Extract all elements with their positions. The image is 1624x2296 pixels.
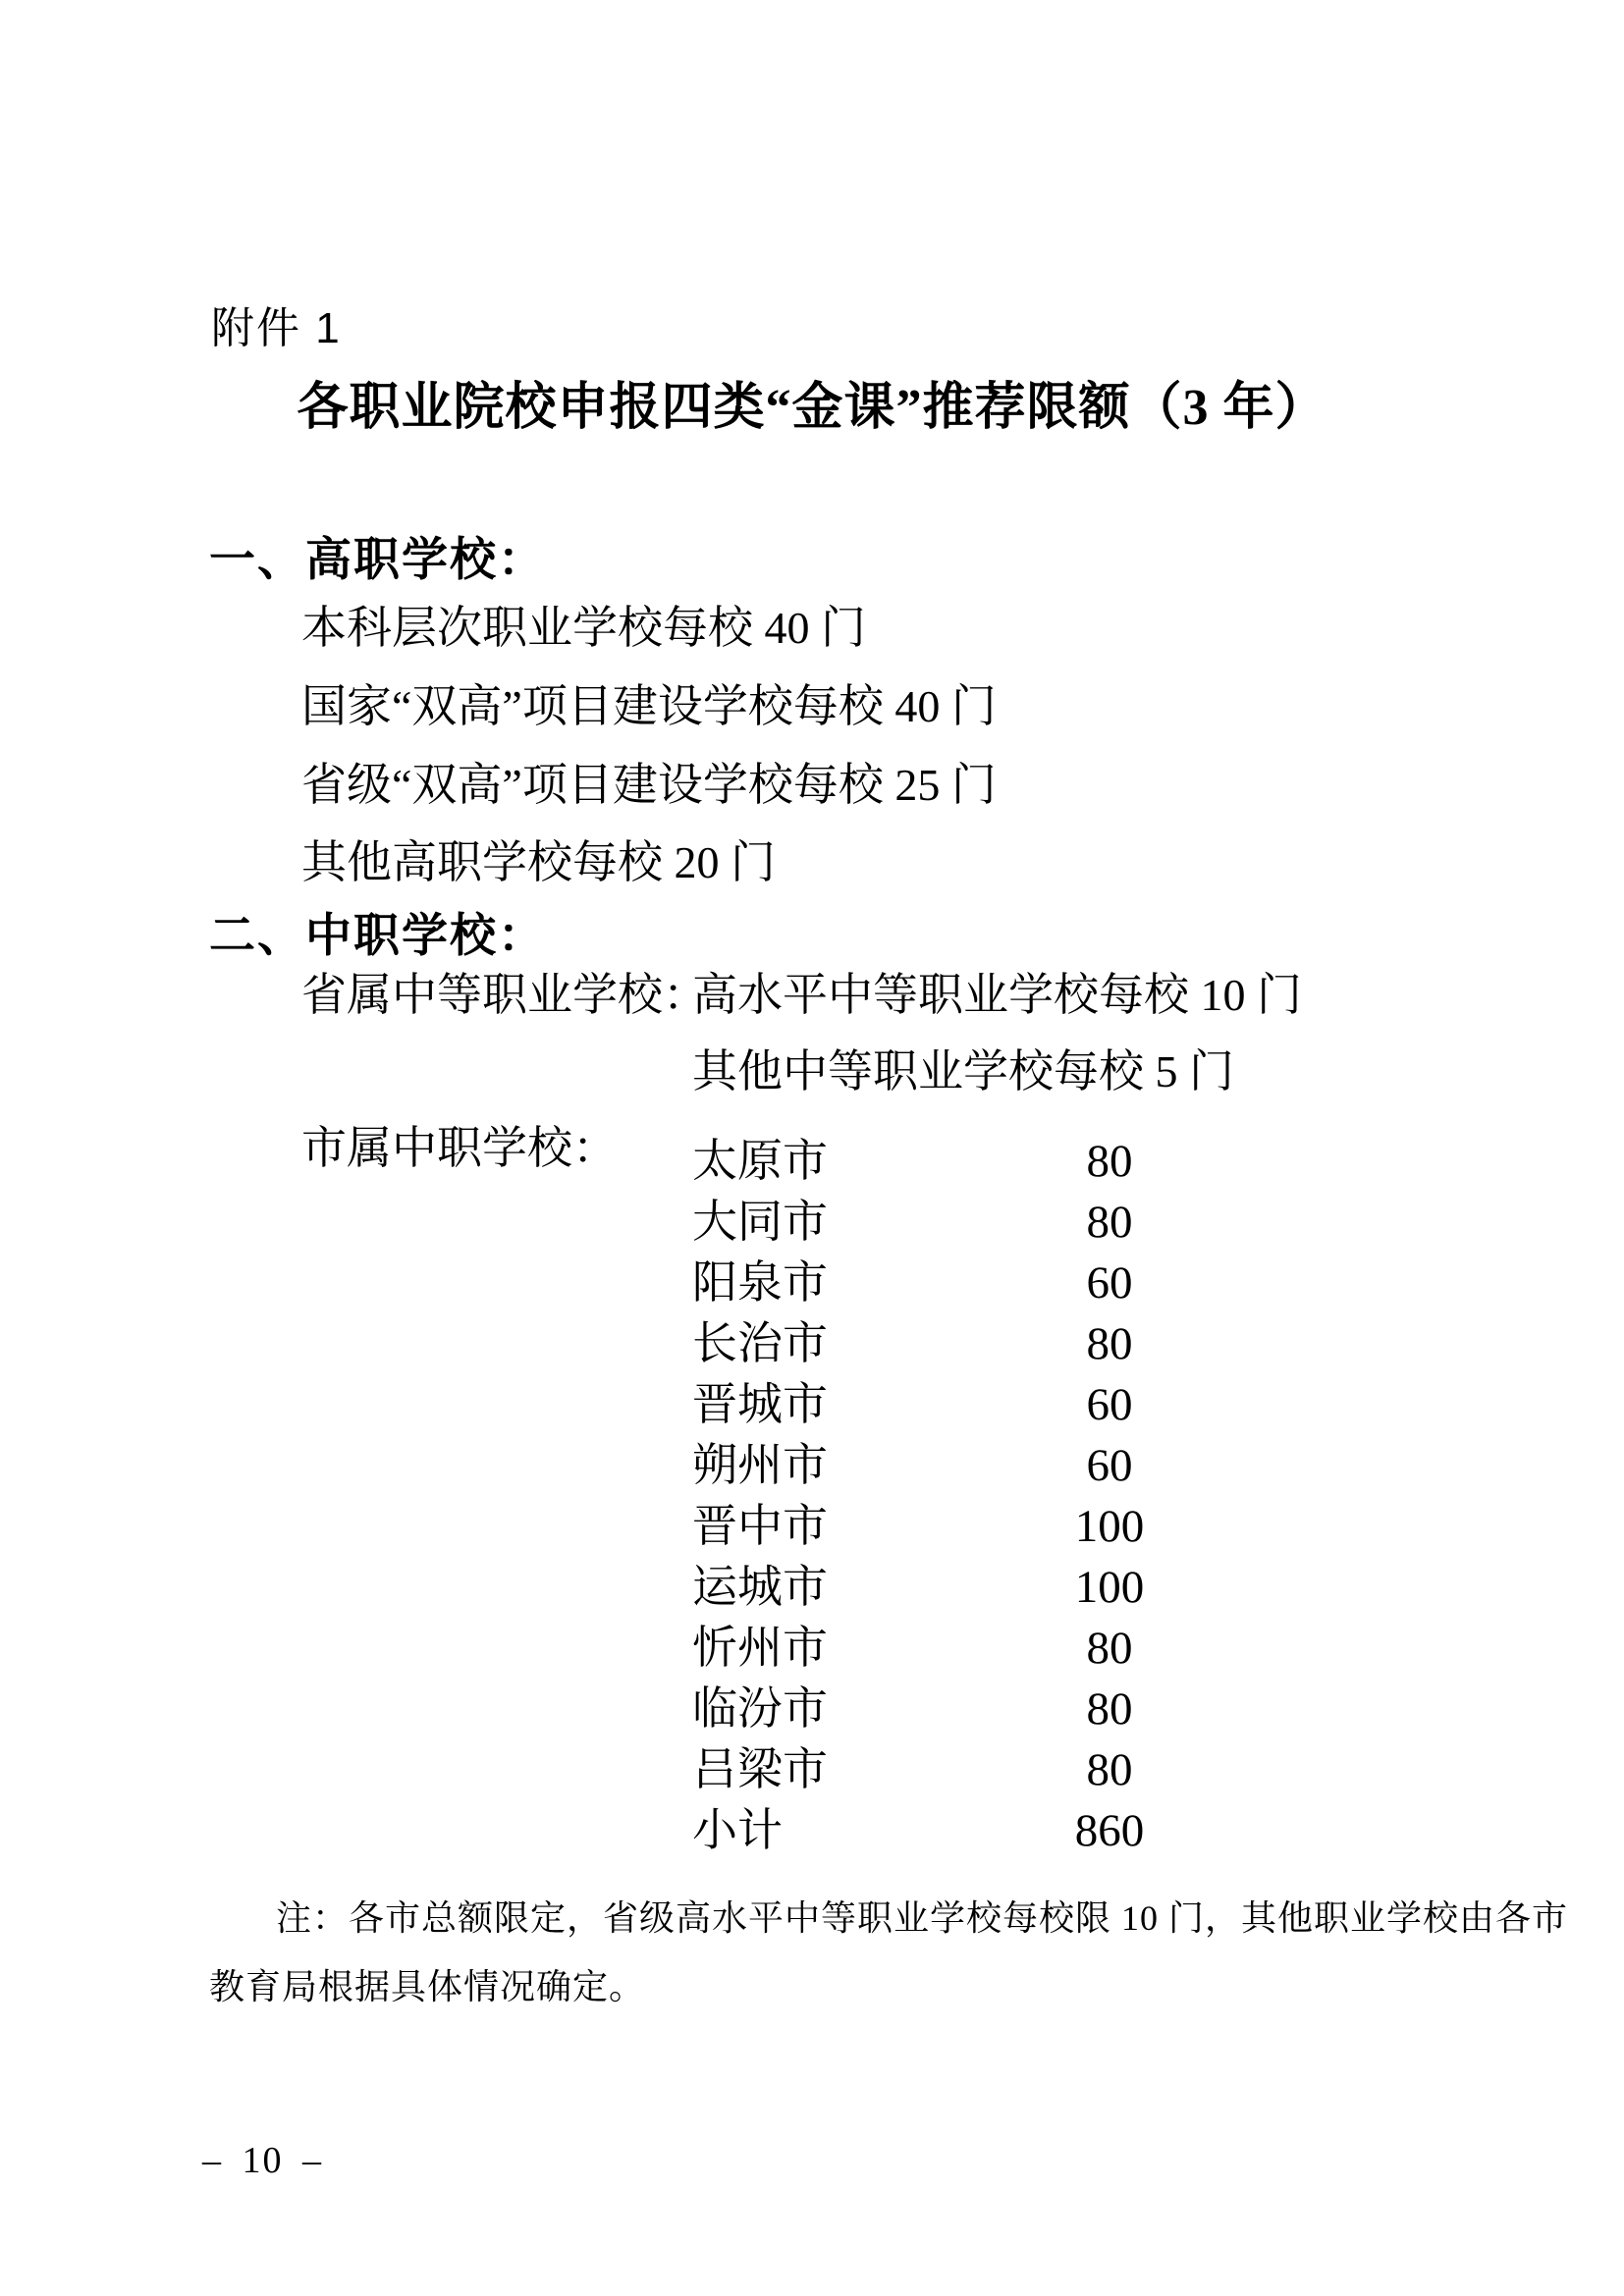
note-line-2: 教育局根据具体情况确定。: [209, 1967, 646, 2006]
city-name: 长治市: [692, 1318, 828, 1368]
city-row: [692, 1313, 1198, 1374]
city-quota: 80: [1086, 1683, 1133, 1735]
subtotal-label: 小计: [692, 1805, 783, 1855]
municipal-city-quota-table: [692, 1131, 1198, 1861]
city-row: [692, 1435, 1198, 1496]
city-name: 运城市: [692, 1562, 828, 1612]
page-number: – 10 –: [202, 2140, 323, 2181]
attachment-label: 附件 1: [211, 304, 342, 352]
city-row: [692, 1618, 1198, 1679]
city-row: [692, 1374, 1198, 1435]
city-name: 忻州市: [692, 1623, 828, 1673]
city-name: 太原市: [692, 1136, 828, 1186]
city-row: [692, 1679, 1198, 1739]
city-quota: 100: [1074, 1562, 1145, 1613]
note-line-1: 注：各市总额限定，省级高水平中等职业学校每校限 10 门，其他职业学校由各市: [276, 1898, 1569, 1938]
city-quota: 80: [1086, 1623, 1133, 1674]
city-name: 大同市: [692, 1197, 828, 1247]
quota-line-national-shuanggao: 国家“双高”项目建设学校每校 40 门: [301, 681, 997, 731]
city-quota: 80: [1086, 1318, 1133, 1369]
city-name: 晋城市: [692, 1379, 828, 1429]
municipal-schools-label: 市属中职学校：: [301, 1123, 618, 1173]
quota-line-provincial-shuanggao: 省级“双高”项目建设学校每校 25 门: [301, 760, 997, 810]
city-row: [692, 1557, 1198, 1618]
provincial-quota-line-other: 其他中等职业学校每校 5 门: [692, 1046, 1234, 1096]
city-row: [692, 1496, 1198, 1557]
city-row: [692, 1192, 1198, 1253]
quota-line-undergraduate: 本科层次职业学校每校 40 门: [301, 603, 866, 653]
city-quota: 60: [1086, 1379, 1133, 1430]
city-quota: 60: [1086, 1440, 1133, 1491]
city-row-subtotal: [692, 1800, 1198, 1861]
city-quota: 100: [1074, 1501, 1145, 1552]
quota-line-other-higher: 其他高职学校每校 20 门: [301, 837, 776, 887]
city-row: [692, 1131, 1198, 1192]
city-name: 晋中市: [692, 1501, 828, 1551]
city-row: [692, 1253, 1198, 1313]
city-name: 朔州市: [692, 1440, 828, 1490]
city-name: 吕梁市: [692, 1744, 828, 1794]
subtotal-value: 860: [1074, 1805, 1145, 1856]
city-name: 临汾市: [692, 1683, 828, 1734]
city-quota: 80: [1086, 1197, 1133, 1248]
provincial-schools-label: 省属中等职业学校：: [301, 970, 708, 1020]
provincial-quota-line-high-level: 高水平中等职业学校每校 10 门: [692, 970, 1302, 1020]
document-title: 各职业院校申报四类“金课”推荐限额（3 年）: [297, 380, 1327, 436]
city-name: 阳泉市: [692, 1257, 828, 1308]
section-heading-higher-vocational: 一、高职学校：: [209, 533, 546, 585]
city-quota: 80: [1086, 1744, 1133, 1795]
section-heading-secondary-vocational: 二、中职学校：: [209, 909, 546, 961]
city-quota: 60: [1086, 1257, 1133, 1308]
city-quota: 80: [1086, 1136, 1133, 1187]
city-row: [692, 1739, 1198, 1800]
